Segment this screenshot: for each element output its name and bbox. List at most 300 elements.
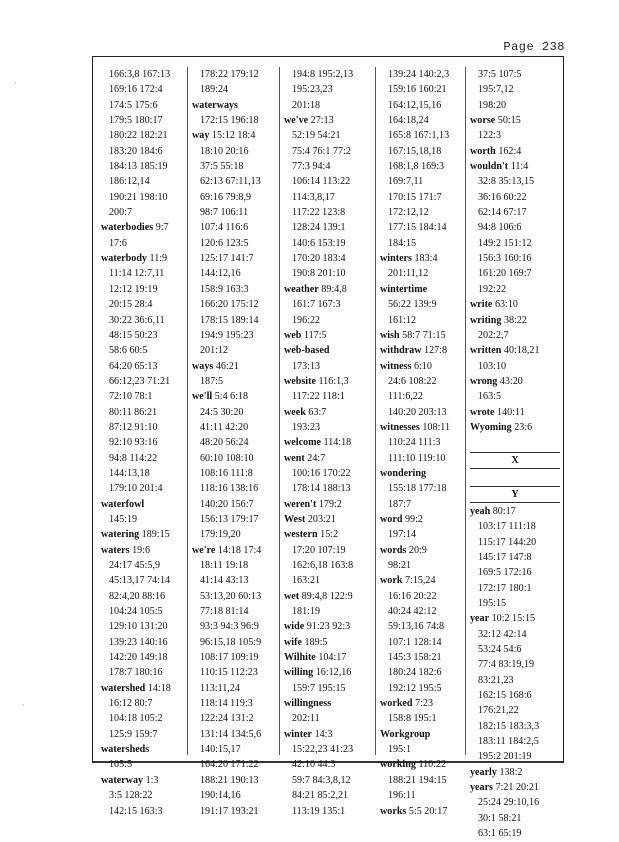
- index-refs: 167:15,18,18: [388, 145, 442, 157]
- index-term: Wyoming: [470, 421, 512, 433]
- page-number: Page 238: [503, 40, 565, 54]
- index-term: weren't: [284, 498, 317, 510]
- index-entry: [470, 174, 560, 189]
- index-entry: [101, 313, 187, 328]
- index-refs: 107:1 128:14: [388, 636, 442, 648]
- index-refs: 63:1 65:19: [478, 828, 522, 840]
- index-entry: [284, 389, 380, 404]
- index-column: [375, 67, 470, 817]
- index-refs: 178:14 188:13: [292, 483, 351, 495]
- index-refs: 94:8 114:22: [109, 452, 158, 464]
- index-entry: [101, 711, 187, 726]
- index-refs: 80:11 86:21: [109, 406, 158, 418]
- index-refs: 193:23: [292, 421, 321, 433]
- index-refs: 169:5 172:16: [478, 567, 532, 579]
- index-entry: [192, 328, 284, 343]
- index-entry: [470, 205, 560, 220]
- index-refs: 111:6,22: [388, 391, 423, 403]
- index-refs: 56:22 139:9: [388, 299, 437, 311]
- index-entry: [470, 98, 560, 113]
- index-refs: 1:3: [145, 774, 159, 786]
- index-refs: 125:9 159:7: [109, 728, 158, 740]
- index-entry: [380, 420, 470, 435]
- index-entry: [470, 328, 560, 343]
- index-refs: 5:4 6:18: [214, 391, 249, 403]
- index-entry: [380, 573, 470, 588]
- index-refs: 203:21: [307, 513, 336, 525]
- index-entry: [101, 205, 187, 220]
- index-entry: [284, 773, 380, 788]
- index-refs: 107:4 116:6: [200, 222, 249, 234]
- index-entry: [192, 742, 284, 757]
- index-refs: 91:23 92:3: [306, 621, 351, 633]
- index-refs: 144:12,16: [200, 268, 241, 280]
- index-entry: [284, 466, 380, 481]
- index-refs: 41:14 43:13: [200, 575, 249, 587]
- index-refs: 192:12 195:5: [388, 682, 442, 694]
- index-entry: [192, 205, 284, 220]
- index-entry: [380, 282, 470, 297]
- index-entry: [380, 343, 470, 358]
- index-entry: [192, 159, 284, 174]
- index-entry: [284, 113, 380, 128]
- index-refs: 48:20 56:24: [200, 437, 249, 449]
- index-entry: [284, 497, 380, 512]
- index-entry: [284, 359, 380, 374]
- index-refs: 156:3 160:16: [478, 253, 532, 265]
- index-refs: 177:15 184:14: [388, 222, 447, 234]
- index-entry: [192, 804, 284, 819]
- index-entry: [284, 144, 380, 159]
- index-entry: [470, 611, 560, 626]
- index-entry: [470, 67, 560, 82]
- index-term: wet: [284, 590, 300, 602]
- index-refs: 19:6: [132, 544, 151, 556]
- index-refs: 5:5 20:17: [408, 805, 448, 817]
- index-refs: 52:19 54:21: [292, 130, 341, 142]
- index-entry: [192, 757, 284, 772]
- index-entry: [470, 420, 560, 435]
- index-entry: [101, 742, 187, 757]
- index-term: waterfowl: [101, 498, 145, 510]
- index-entry: [192, 650, 284, 665]
- index-entry: [380, 82, 470, 97]
- index-refs: 17:20 107:19: [292, 544, 346, 556]
- index-refs: 12:12 19:19: [109, 283, 158, 295]
- index-refs: 17:6: [109, 237, 127, 249]
- index-refs: 117:5: [303, 329, 327, 341]
- index-refs: 140:20 156:7: [200, 498, 254, 510]
- index-entry: [380, 435, 470, 450]
- index-entry: [284, 681, 380, 696]
- index-refs: 191:17 193:21: [200, 805, 259, 817]
- index-refs: 178:22 179:12: [200, 69, 259, 80]
- index-refs: 7:15,24: [404, 575, 436, 587]
- index-term: we'll: [192, 391, 213, 403]
- index-entry: [284, 435, 380, 450]
- index-term: wrote: [470, 406, 495, 418]
- index-refs: 105:5: [109, 759, 132, 771]
- index-refs: 178:15 189:14: [200, 314, 259, 326]
- index-refs: 195:15: [478, 598, 507, 609]
- index-entry: [192, 251, 284, 266]
- index-term: witness: [380, 360, 412, 372]
- index-entry: [380, 236, 470, 251]
- index-refs: 144:13,18: [109, 467, 150, 479]
- index-entry: [380, 742, 470, 757]
- index-entry: [284, 98, 380, 113]
- letter-heading: Y: [470, 486, 560, 503]
- index-refs: 188:21 194:15: [388, 774, 447, 786]
- index-term: wrong: [470, 375, 498, 387]
- index-refs: 197:14: [388, 529, 417, 541]
- index-entry: [192, 451, 284, 466]
- index-entry: [470, 749, 560, 764]
- index-entry: [101, 67, 187, 82]
- index-refs: 178:7 180:16: [109, 667, 163, 679]
- index-refs: 64:20 65:13: [109, 360, 158, 372]
- index-refs: 170:15 171:7: [388, 191, 442, 203]
- index-entry: [101, 374, 187, 389]
- index-entry: [380, 313, 470, 328]
- index-entry: [101, 573, 187, 588]
- index-refs: 40:24 42:12: [388, 606, 437, 618]
- index-refs: 162:4: [498, 145, 522, 157]
- index-entry: [101, 512, 187, 527]
- index-term: Workgroup: [380, 728, 431, 740]
- index-refs: 140:6 153:19: [292, 237, 346, 249]
- index-entry: [101, 328, 187, 343]
- index-entry: [192, 405, 284, 420]
- index-entry: [284, 451, 380, 466]
- index-entry: [101, 405, 187, 420]
- index-refs: 189:15: [141, 529, 170, 541]
- index-entry: [470, 82, 560, 97]
- index-term: web: [284, 329, 302, 341]
- index-entry: [380, 788, 470, 803]
- index-refs: 14:18: [147, 682, 171, 694]
- index-entry: [284, 297, 380, 312]
- scan-speck: ·: [14, 78, 17, 88]
- index-term: wondering: [380, 467, 426, 479]
- index-entry: [101, 481, 187, 496]
- index-term: waterbody: [101, 253, 147, 265]
- index-refs: 103:10: [478, 360, 507, 372]
- index-term: word: [380, 513, 403, 525]
- index-entry: [284, 159, 380, 174]
- index-term: wide: [284, 621, 305, 633]
- index-entry: [380, 604, 470, 619]
- index-column: [279, 67, 380, 817]
- index-entry: [380, 635, 470, 650]
- index-entry: [470, 405, 560, 420]
- index-term: waters: [101, 544, 130, 556]
- index-entry: [101, 128, 187, 143]
- index-entry: [101, 266, 187, 281]
- index-entry: [192, 435, 284, 450]
- index-entry: [380, 98, 470, 113]
- index-refs: 182:15 183:3,3: [478, 720, 540, 732]
- index-entry: [284, 343, 380, 358]
- index-refs: 80:17: [492, 505, 516, 517]
- index-refs: 183:11 184:2,5: [478, 736, 539, 748]
- index-refs: 139:23 140:16: [109, 636, 168, 648]
- index-entry: [380, 159, 470, 174]
- index-refs: 98:7 106:11: [200, 207, 249, 219]
- index-term: week: [284, 406, 306, 418]
- index-entry: [101, 435, 187, 450]
- index-refs: 195:7,12: [478, 84, 514, 96]
- index-entry: [380, 619, 470, 634]
- index-refs: 196:22: [292, 314, 321, 326]
- index-entry: [470, 389, 560, 404]
- index-entry: [101, 804, 187, 819]
- index-entry: [192, 113, 284, 128]
- index-entry: [101, 727, 187, 742]
- index-entry: [284, 804, 380, 819]
- index-refs: 15:22,23 41:23: [292, 744, 354, 756]
- index-entry: [192, 420, 284, 435]
- index-entry: [284, 205, 380, 220]
- index-term: works: [380, 805, 407, 817]
- index-entry: [380, 696, 470, 711]
- index-refs: 83:21,23: [478, 674, 514, 686]
- index-refs: 87:12 91:10: [109, 421, 158, 433]
- index-entry: [101, 389, 187, 404]
- index-entry: [101, 359, 187, 374]
- index-entry: [101, 604, 187, 619]
- index-entry: [284, 328, 380, 343]
- index-entry: [284, 128, 380, 143]
- index-refs: 164:12,15,16: [388, 99, 442, 111]
- index-refs: 179:2: [318, 498, 342, 510]
- letter-heading: X: [470, 452, 560, 469]
- index-entry: [470, 581, 560, 596]
- index-entry: [380, 558, 470, 573]
- index-refs: 122:24 131:2: [200, 713, 254, 725]
- index-refs: 15:2: [320, 529, 339, 541]
- index-refs: 82:4,20 88:16: [109, 590, 166, 602]
- index-entry: [101, 343, 187, 358]
- index-term: wish: [380, 329, 400, 341]
- index-entry: [101, 773, 187, 788]
- index-refs: 15:12 18:4: [211, 130, 256, 142]
- index-entry: [192, 558, 284, 573]
- index-term: year: [470, 613, 490, 625]
- index-refs: 100:16 170:22: [292, 467, 351, 479]
- index-refs: 113:11,24: [200, 682, 240, 694]
- index-refs: 198:20: [478, 99, 507, 111]
- index-refs: 60:10 108:10: [200, 452, 254, 464]
- index-refs: 38:22: [503, 314, 527, 326]
- index-entry: [101, 220, 187, 235]
- index-entry: [192, 711, 284, 726]
- index-entry: [380, 527, 470, 542]
- index-entry: [192, 174, 284, 189]
- index-entry: [101, 98, 187, 113]
- index-entry: [380, 405, 470, 420]
- index-entry: [192, 82, 284, 97]
- index-entry: [284, 67, 380, 82]
- index-refs: 169:16 172:4: [109, 84, 163, 96]
- index-refs: 190:14,16: [200, 790, 241, 802]
- index-term: work: [380, 575, 403, 587]
- index-entry: [192, 128, 284, 143]
- index-entry: [380, 589, 470, 604]
- index-refs: 24:7: [307, 452, 326, 464]
- index-entry: [192, 297, 284, 312]
- index-entry: [284, 711, 380, 726]
- index-refs: 113:19 135:1: [292, 805, 346, 817]
- index-entry: [192, 727, 284, 742]
- index-entry: [380, 512, 470, 527]
- index-term: writing: [470, 314, 502, 326]
- index-refs: 180:22 182:21: [109, 130, 168, 142]
- index-term: winters: [380, 253, 412, 265]
- index-refs: 195:23,23: [292, 84, 333, 96]
- index-refs: 63:10: [494, 299, 518, 311]
- index-refs: 190:21 198:10: [109, 191, 168, 203]
- index-entry: [470, 374, 560, 389]
- index-entry: [101, 174, 187, 189]
- index-entry: [380, 650, 470, 665]
- index-refs: 3:5 128:22: [109, 790, 153, 802]
- index-entry: [101, 159, 187, 174]
- index-entry: [470, 313, 560, 328]
- index-entry: [470, 765, 560, 780]
- index-entry: [284, 82, 380, 97]
- index-refs: 32:12 42:14: [478, 628, 527, 640]
- index-entry: [101, 589, 187, 604]
- index-entry: [101, 757, 187, 772]
- index-entry: [192, 619, 284, 634]
- index-entry: [101, 497, 187, 512]
- index-refs: 69:16 79:8,9: [200, 191, 252, 203]
- index-refs: 77:18 81:14: [200, 606, 249, 618]
- index-refs: 183:20 184:6: [109, 145, 163, 157]
- index-refs: 161:20 169:7: [478, 268, 532, 280]
- index-refs: 187:5: [200, 375, 223, 387]
- index-entry: [470, 343, 560, 358]
- index-term: watersheds: [101, 744, 150, 756]
- index-refs: 195:2 201:19: [478, 751, 532, 763]
- index-entry: [284, 650, 380, 665]
- index-term: yearly: [470, 766, 497, 778]
- index-entry: [192, 220, 284, 235]
- index-refs: 24:6 108:22: [388, 375, 437, 387]
- index-refs: 156:13 179:17: [200, 513, 259, 525]
- index-term: ways: [192, 360, 214, 372]
- index-refs: 110:15 112:23: [200, 667, 258, 679]
- index-entry: [470, 734, 560, 749]
- index-entry: [192, 144, 284, 159]
- index-refs: 170:20 183:4: [292, 253, 346, 265]
- index-entry: [192, 282, 284, 297]
- index-refs: 106:14 113:22: [292, 176, 351, 188]
- index-entry: [470, 550, 560, 565]
- index-entry: [284, 635, 380, 650]
- index-term: web-based: [284, 345, 330, 357]
- index-refs: 24:5 30:20: [200, 406, 244, 418]
- index-entry: [192, 543, 284, 558]
- index-refs: 165:8 167:1,13: [388, 130, 450, 142]
- index-refs: 16:12,16: [315, 667, 352, 679]
- index-refs: 11:14 12:7,11: [109, 268, 165, 280]
- index-term: willingness: [284, 698, 332, 710]
- index-entry: [284, 174, 380, 189]
- index-refs: 108:11: [422, 421, 451, 433]
- index-refs: 108:16 111:8: [200, 467, 253, 479]
- index-refs: 104:24 105:5: [109, 606, 163, 618]
- index-refs: 89:4,8 122:9: [301, 590, 353, 602]
- index-entry: [470, 780, 560, 795]
- index-refs: 103:17 111:18: [478, 521, 536, 533]
- index-refs: 98:21: [388, 560, 411, 571]
- index-refs: 166:20 175:12: [200, 299, 259, 311]
- index-term: wife: [284, 636, 302, 648]
- index-term: written: [470, 345, 502, 357]
- index-entry: [101, 113, 187, 128]
- index-entry: [284, 251, 380, 266]
- index-refs: 37:5 55:18: [200, 161, 244, 173]
- index-entry: [284, 742, 380, 757]
- index-refs: 149:2 151:12: [478, 237, 532, 249]
- index-entry: [192, 236, 284, 251]
- index-entry: [192, 788, 284, 803]
- index-entry: [470, 266, 560, 281]
- index-entry: [470, 627, 560, 642]
- index-refs: 164:20 171:22: [200, 759, 259, 771]
- index-refs: 32:8 35:13,15: [478, 176, 535, 188]
- index-term: waterbodies: [101, 222, 154, 234]
- index-refs: 194:8 195:2,13: [292, 69, 354, 80]
- scan-speck: ·: [22, 700, 25, 710]
- index-term: went: [284, 452, 305, 464]
- index-entry: [470, 719, 560, 734]
- index-refs: 117:22 123:8: [292, 207, 346, 219]
- index-entry: [470, 673, 560, 688]
- index-entry: [380, 297, 470, 312]
- index-entry: [284, 220, 380, 235]
- index-refs: 108:17 109:19: [200, 652, 259, 664]
- index-refs: 104:17: [318, 652, 347, 664]
- index-entry: [101, 282, 187, 297]
- index-entry: [101, 635, 187, 650]
- index-refs: 158:8 195:1: [388, 713, 437, 725]
- index-entry: [470, 359, 560, 374]
- index-entry: [192, 635, 284, 650]
- index-refs: 155:18 177:18: [388, 483, 447, 495]
- index-entry: [380, 451, 470, 466]
- index-term: working: [380, 759, 416, 771]
- index-entry: [470, 190, 560, 205]
- index-frame: [92, 56, 564, 840]
- index-entry: [192, 67, 284, 82]
- index-entry: [470, 811, 560, 826]
- index-entry: [101, 665, 187, 680]
- index-entry: [192, 98, 284, 113]
- index-entry: [192, 190, 284, 205]
- index-refs: 24:17 45:5,9: [109, 560, 161, 571]
- index-entry: [192, 696, 284, 711]
- index-refs: 18:10 20:16: [200, 145, 249, 157]
- index-refs: 41:11 42:20: [200, 421, 249, 433]
- index-refs: 89:4,8: [321, 283, 347, 295]
- index-term: website: [284, 375, 316, 387]
- index-entry: [470, 297, 560, 312]
- index-term: worse: [470, 115, 496, 127]
- index-entry: [470, 565, 560, 580]
